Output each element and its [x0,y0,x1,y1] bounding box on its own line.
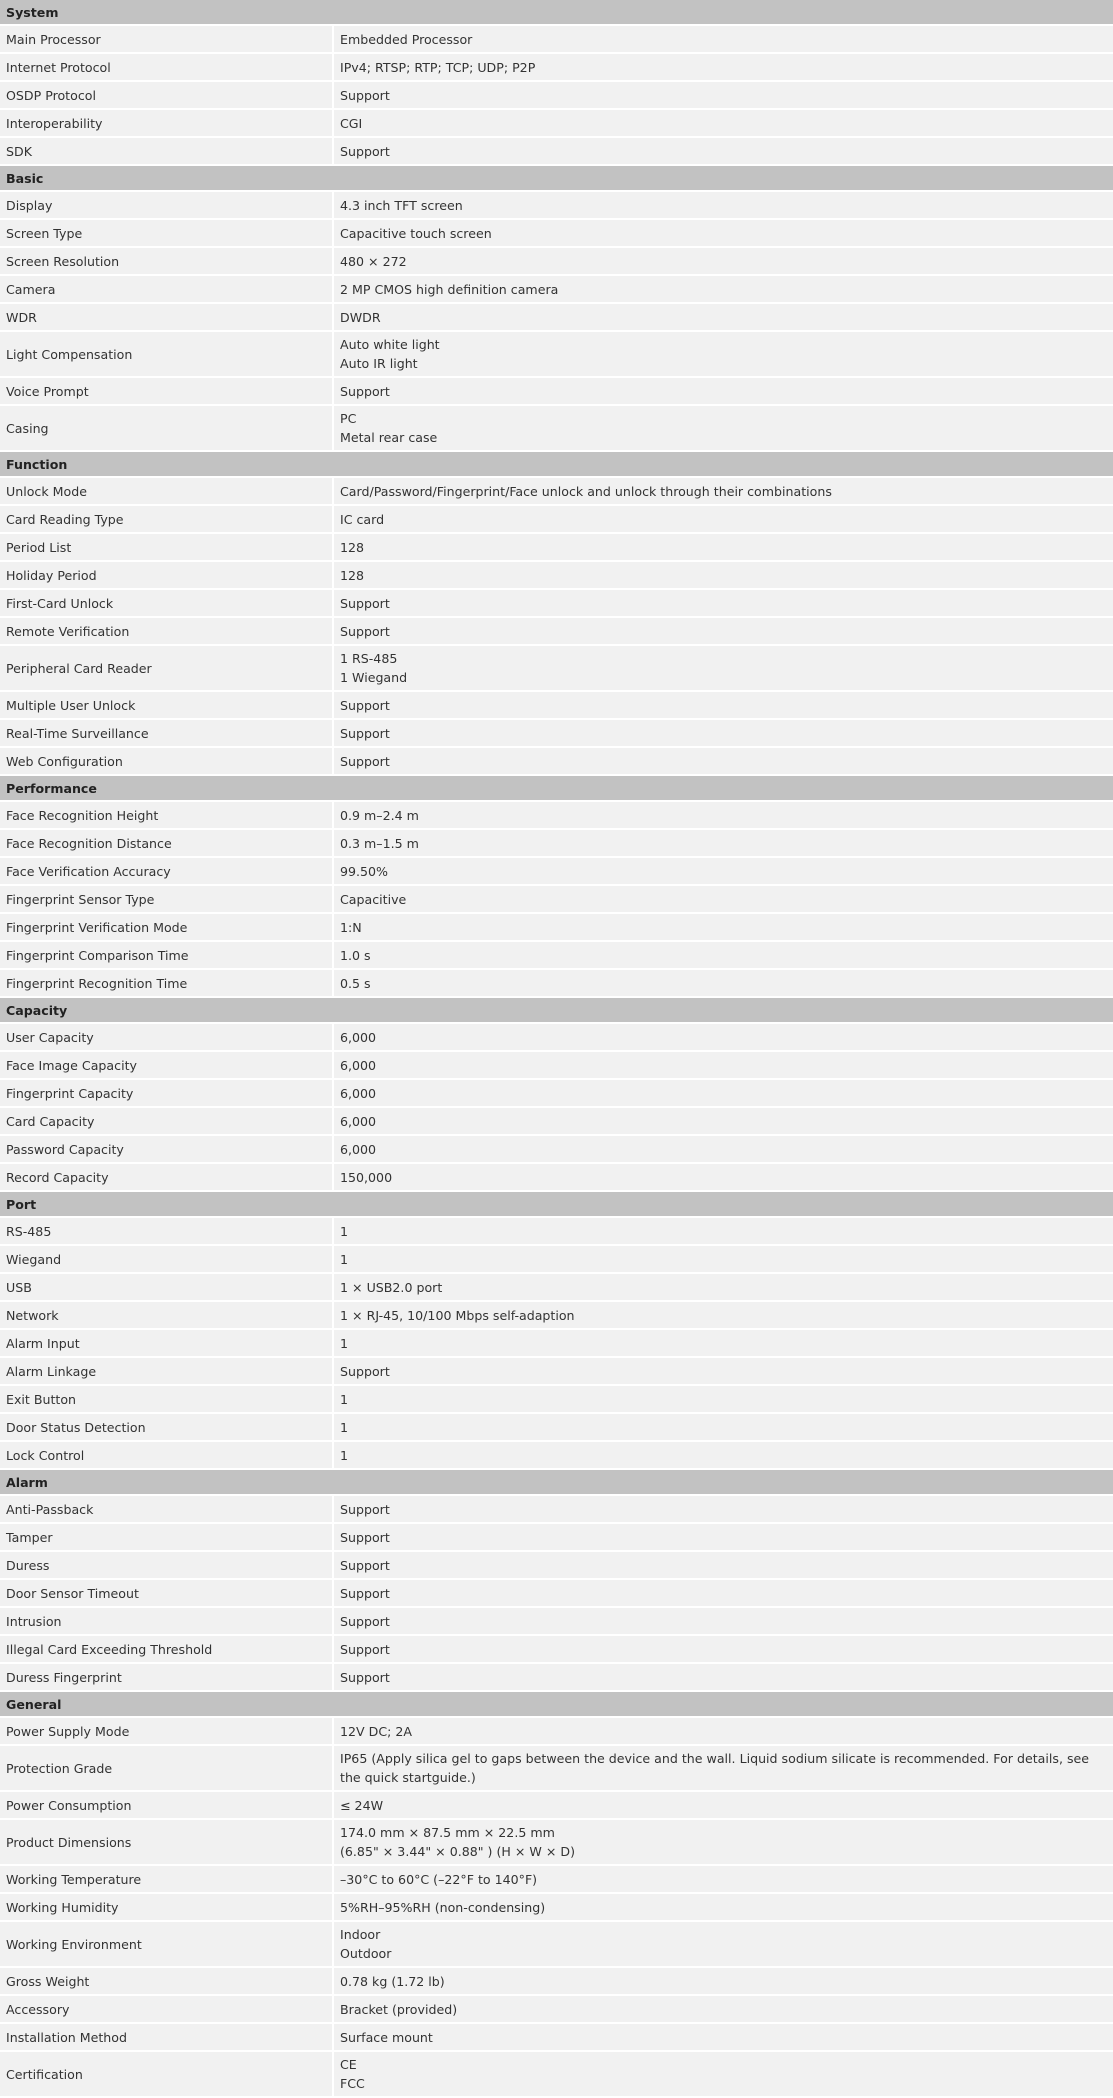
spec-row [0,1273,1113,1301]
section-title: Function [0,451,1113,477]
section-header-basic [0,165,1113,191]
spec-label: Camera [0,275,333,303]
spec-label: OSDP Protocol [0,81,333,109]
spec-row [0,1079,1113,1107]
spec-label: Fingerprint Sensor Type [0,885,333,913]
spec-row [0,53,1113,81]
spec-label: Anti-Passback [0,1495,333,1523]
spec-row [0,2051,1113,2097]
spec-value: 6,000 [333,1135,1113,1163]
spec-label: Intrusion [0,1607,333,1635]
spec-row [0,505,1113,533]
section-header-capacity [0,997,1113,1023]
spec-value: 1 [333,1217,1113,1245]
spec-label: USB [0,1273,333,1301]
spec-label: Illegal Card Exceeding Threshold [0,1635,333,1663]
spec-value: Support [333,137,1113,165]
spec-value: Support [333,747,1113,775]
spec-label: First-Card Unlock [0,589,333,617]
spec-value: 1:N [333,913,1113,941]
spec-label: Remote Verification [0,617,333,645]
spec-row [0,533,1113,561]
spec-row [0,1551,1113,1579]
spec-label: Network [0,1301,333,1329]
spec-value: 128 [333,561,1113,589]
spec-label: Face Recognition Height [0,801,333,829]
spec-row [0,25,1113,53]
spec-value: Embedded Processor [333,25,1113,53]
spec-value: 2 MP CMOS high definition camera [333,275,1113,303]
spec-row [0,645,1113,691]
spec-row [0,691,1113,719]
spec-value: IP65 (Apply silica gel to gaps between the device and the wall. Liquid sodium silicate is recommended. For details, see the quick startguide.) [333,1745,1113,1791]
section-title: Capacity [0,997,1113,1023]
spec-label: Fingerprint Verification Mode [0,913,333,941]
spec-row [0,1523,1113,1551]
spec-row [0,247,1113,275]
spec-value: 1 [333,1245,1113,1273]
spec-row [0,1217,1113,1245]
spec-row [0,1357,1113,1385]
section-header-alarm [0,1469,1113,1495]
spec-value: 6,000 [333,1023,1113,1051]
spec-row [0,1607,1113,1635]
spec-label: Light Compensation [0,331,333,377]
spec-value: Capacitive [333,885,1113,913]
spec-label: Working Environment [0,1921,333,1967]
spec-row [0,1163,1113,1191]
spec-label: RS-485 [0,1217,333,1245]
spec-value: Support [333,81,1113,109]
spec-value: 0.9 m–2.4 m [333,801,1113,829]
spec-label: Accessory [0,1995,333,2023]
spec-value: Bracket (provided) [333,1995,1113,2023]
spec-label: Screen Type [0,219,333,247]
spec-row [0,1385,1113,1413]
spec-value: 6,000 [333,1051,1113,1079]
spec-row [0,81,1113,109]
spec-label: Door Sensor Timeout [0,1579,333,1607]
spec-label: Peripheral Card Reader [0,645,333,691]
spec-row [0,377,1113,405]
spec-value: 0.78 kg (1.72 lb) [333,1967,1113,1995]
spec-row [0,857,1113,885]
spec-label: SDK [0,137,333,165]
spec-value: Support [333,1635,1113,1663]
spec-label: Duress Fingerprint [0,1663,333,1691]
spec-value: 1 [333,1413,1113,1441]
spec-value: 12V DC; 2A [333,1717,1113,1745]
spec-value: 4.3 inch TFT screen [333,191,1113,219]
spec-row [0,1245,1113,1273]
spec-value: Support [333,719,1113,747]
section-title: General [0,1691,1113,1717]
spec-value: 480 × 272 [333,247,1113,275]
spec-label: Alarm Input [0,1329,333,1357]
spec-row [0,137,1113,165]
spec-label: Face Recognition Distance [0,829,333,857]
spec-row [0,719,1113,747]
spec-value: 5%RH–95%RH (non-condensing) [333,1893,1113,1921]
section-header-function [0,451,1113,477]
spec-row [0,1791,1113,1819]
spec-value: Surface mount [333,2023,1113,2051]
spec-row [0,303,1113,331]
spec-label: Internet Protocol [0,53,333,81]
spec-value: DWDR [333,303,1113,331]
spec-label: Wiegand [0,1245,333,1273]
spec-value: Support [333,1607,1113,1635]
spec-label: Tamper [0,1523,333,1551]
spec-value: 174.0 mm × 87.5 mm × 22.5 mm (6.85" × 3.44" × 0.88" ) (H × W × D) [333,1819,1113,1865]
spec-value: Support [333,1495,1113,1523]
spec-row [0,1819,1113,1865]
spec-label: Display [0,191,333,219]
spec-value: Support [333,377,1113,405]
spec-label: Casing [0,405,333,451]
spec-row [0,1579,1113,1607]
spec-row [0,913,1113,941]
spec-row [0,109,1113,137]
spec-row [0,1663,1113,1691]
section-header-system [0,0,1113,25]
section-header-port [0,1191,1113,1217]
spec-row [0,2023,1113,2051]
spec-label: Alarm Linkage [0,1357,333,1385]
spec-label: Working Humidity [0,1893,333,1921]
spec-label: Power Consumption [0,1791,333,1819]
spec-value: 0.5 s [333,969,1113,997]
spec-row [0,1301,1113,1329]
spec-row [0,1329,1113,1357]
spec-row [0,589,1113,617]
spec-value: Support [333,1551,1113,1579]
spec-label: Duress [0,1551,333,1579]
spec-value: 128 [333,533,1113,561]
spec-row [0,191,1113,219]
spec-label: Fingerprint Recognition Time [0,969,333,997]
spec-value: 1 × RJ-45, 10/100 Mbps self-adaption [333,1301,1113,1329]
spec-row [0,1635,1113,1663]
spec-label: Product Dimensions [0,1819,333,1865]
spec-row [0,1495,1113,1523]
spec-row [0,885,1113,913]
spec-value: Auto white light Auto IR light [333,331,1113,377]
spec-row [0,1893,1113,1921]
spec-label: User Capacity [0,1023,333,1051]
section-title: Port [0,1191,1113,1217]
spec-value: Support [333,589,1113,617]
spec-label: Lock Control [0,1441,333,1469]
section-header-general [0,1691,1113,1717]
spec-label: Card Capacity [0,1107,333,1135]
spec-row [0,1995,1113,2023]
spec-value: PC Metal rear case [333,405,1113,451]
spec-row [0,561,1113,589]
spec-value: Support [333,1523,1113,1551]
spec-label: Face Image Capacity [0,1051,333,1079]
spec-value: Card/Password/Fingerprint/Face unlock and unlock through their combinations [333,477,1113,505]
spec-row [0,477,1113,505]
section-title: Basic [0,165,1113,191]
spec-row [0,1745,1113,1791]
spec-label: Card Reading Type [0,505,333,533]
spec-label: Exit Button [0,1385,333,1413]
spec-label: Multiple User Unlock [0,691,333,719]
spec-row [0,1441,1113,1469]
spec-label: Real-Time Surveillance [0,719,333,747]
spec-value: Support [333,1357,1113,1385]
spec-value: ≤ 24W [333,1791,1113,1819]
spec-label: Holiday Period [0,561,333,589]
spec-row [0,1023,1113,1051]
spec-value: Support [333,691,1113,719]
spec-value: CGI [333,109,1113,137]
spec-label: Web Configuration [0,747,333,775]
spec-label: WDR [0,303,333,331]
spec-label: Fingerprint Capacity [0,1079,333,1107]
section-title: Alarm [0,1469,1113,1495]
spec-row [0,801,1113,829]
spec-value: IPv4; RTSP; RTP; TCP; UDP; P2P [333,53,1113,81]
spec-label: Certification [0,2051,333,2097]
spec-value: 1 [333,1385,1113,1413]
spec-label: Interoperability [0,109,333,137]
spec-row [0,1967,1113,1995]
section-title: System [0,0,1113,25]
spec-value: Capacitive touch screen [333,219,1113,247]
spec-value: 99.50% [333,857,1113,885]
spec-label: Installation Method [0,2023,333,2051]
spec-value: 1.0 s [333,941,1113,969]
spec-label: Fingerprint Comparison Time [0,941,333,969]
spec-value: –30°C to 60°C (–22°F to 140°F) [333,1865,1113,1893]
spec-row [0,1107,1113,1135]
spec-value: 0.3 m–1.5 m [333,829,1113,857]
spec-label: Unlock Mode [0,477,333,505]
spec-value: 150,000 [333,1163,1113,1191]
spec-label: Gross Weight [0,1967,333,1995]
spec-value: 1 [333,1329,1113,1357]
spec-value: Indoor Outdoor [333,1921,1113,1967]
spec-label: Main Processor [0,25,333,53]
spec-value: 6,000 [333,1079,1113,1107]
spec-row [0,275,1113,303]
spec-row [0,1865,1113,1893]
spec-value: IC card [333,505,1113,533]
spec-row [0,405,1113,451]
spec-row [0,1717,1113,1745]
spec-value: Support [333,1663,1113,1691]
spec-value: 1 RS-485 1 Wiegand [333,645,1113,691]
spec-label: Working Temperature [0,1865,333,1893]
spec-label: Door Status Detection [0,1413,333,1441]
spec-row [0,1413,1113,1441]
spec-label: Record Capacity [0,1163,333,1191]
spec-row [0,829,1113,857]
spec-value: Support [333,617,1113,645]
spec-label: Power Supply Mode [0,1717,333,1745]
spec-label: Screen Resolution [0,247,333,275]
spec-row [0,969,1113,997]
spec-value: Support [333,1579,1113,1607]
spec-value: CE FCC [333,2051,1113,2097]
spec-label: Voice Prompt [0,377,333,405]
spec-value: 1 × USB2.0 port [333,1273,1113,1301]
spec-row [0,941,1113,969]
spec-label: Face Verification Accuracy [0,857,333,885]
spec-row [0,1921,1113,1967]
spec-row [0,617,1113,645]
spec-row [0,331,1113,377]
spec-label: Protection Grade [0,1745,333,1791]
spec-row [0,747,1113,775]
spec-row [0,1135,1113,1163]
spec-row [0,1051,1113,1079]
spec-value: 6,000 [333,1107,1113,1135]
section-header-performance [0,775,1113,801]
spec-label: Period List [0,533,333,561]
section-title: Performance [0,775,1113,801]
spec-row [0,219,1113,247]
spec-value: 1 [333,1441,1113,1469]
spec-label: Password Capacity [0,1135,333,1163]
